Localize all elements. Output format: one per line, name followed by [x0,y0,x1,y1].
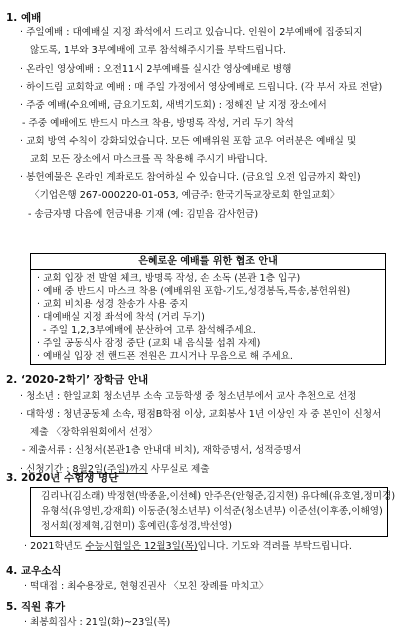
section-worship-title: 1. 예배 [6,12,42,24]
students-line-2: 유형석(유영빈,강재희) 이동준(청소년부) 이석준(청소년부) 이준선(이후종,이해영) [41,506,383,517]
worship-line-2: 않도록, 1부와 3부예배에 고루 참석해주시기를 부탁드립니다. [30,45,286,56]
cooperation-line-7: · 예배실 입장 전 핸드폰 전원은 끄시거나 무음으로 해 주세요. [37,351,293,362]
worship-line-5: · 주중 예배(수요예배, 금요기도회, 새벽기도회) : 정해진 날 지정 장소에서 [20,100,327,111]
scholarship-line-1: · 청소년 : 한일교회 청소년부 소속 고등학생 중 청소년부에서 교사 추천으로 선정 [20,391,357,402]
cooperation-line-1: · 교회 입장 전 발열 체크, 방명록 작성, 손 소독 (본관 1층 입구) [37,273,301,284]
vacation-line-1: · 최봉희집사 : 21일(화)~23일(목) [24,617,171,628]
worship-line-1: · 주일예배 : 대예배실 지정 좌석에서 드리고 있습니다. 인원이 2부예배에 집중되지 [20,27,363,38]
exam-note [24,541,352,553]
students-line-1: 김리나(김소래) 박정현(박종윤,이선혜) 안주은(안형준,김지현) 유다혜(유호열,정미경) [41,491,396,502]
section-news-title: 4. 교우소식 [6,565,62,577]
scholarship-deadline-suffix: 사무실로 제출 [147,464,210,475]
exam-note-prefix: · 2021학년도 [24,541,86,552]
scholarship-line-4: - 제출서류 : 신청서(본관1층 안내대 비치), 재학증명서, 성적증명서 [22,445,302,456]
cooperation-line-5: - 주일 1,2,3부예배에 분산하여 고루 참석해주세요. [43,325,256,336]
worship-line-6: - 주중 예배에도 반드시 마스크 착용, 방명록 작성, 거리 두기 착석 [22,118,294,129]
exam-note-suffix: 입니다. 기도와 격려를 부탁드립니다. [197,541,352,552]
cooperation-line-2: · 예배 중 반드시 마스크 착용 (예배위원 포함-기도,성경봉독,특송,봉헌위원) [37,286,351,297]
worship-line-4: · 하이드림 교회학교 예배 : 매 주일 가정에서 영상예배로 드립니다. (각 부서 자료 전달) [20,82,383,93]
exam-note-date: 수능시험일은 12월3일(목) [85,541,198,552]
section-scholarship-title: 2. ‘2020-2학기’ 장학금 안내 [6,374,149,386]
students-box [30,487,396,537]
scholarship-line-2: · 대학생 : 청년공동체 소속, 평점B학점 이상, 교회봉사 1년 이상인 자 중 본인이 신청서 [20,409,382,420]
worship-line-11: - 송금자명 다음에 헌금내용 기재 (예: 김믿음 감사헌금) [28,209,259,220]
scholarship-deadline-date: 8월2일(주일)까지 [72,464,148,475]
scholarship-deadline-prefix: · 신청기간 : [20,464,73,475]
worship-line-9: · 봉헌예물은 온라인 계좌로도 참여하실 수 있습니다. (금요일 오전 입금까지 확인) [20,172,361,183]
scholarship-line-3: 제출 〈장학위원회에서 선정〉 [30,427,158,438]
section-vacation-title: 5. 직원 휴가 [6,601,66,613]
cooperation-notice-title: 은혜로운 예배를 위한 협조 안내 [31,254,385,270]
news-line-1: · 떡대접 : 최수용장로, 현형진권사 〈모친 장례를 마치고〉 [24,581,269,592]
worship-line-8: 교회 모든 장소에서 마스크를 꼭 착용해 주시기 바랍니다. [30,154,268,165]
students-line-3: 정서희(정제혁,김현미) 홍예린(홍성경,박선영) [41,521,232,532]
cooperation-line-4: · 대예배실 지정 좌석에 착석 (거리 두기) [37,312,205,323]
worship-account-line: 〈기업은행 267-000220-01-053, 예금주: 한국기독교장로회 한일교회〉 [30,190,340,201]
section-students-title: 3. 2020년 수험생 명단 [6,472,119,484]
worship-line-3: · 온라인 영상예배 : 오전11시 2부예배를 실시간 영상예배로 병행 [20,64,292,75]
cooperation-notice-box [30,253,386,365]
cooperation-line-6: · 주일 공동식사 잠정 중단 (교회 내 음식물 섭취 자제) [37,338,261,349]
cooperation-line-3: · 교회 비치용 성경 찬송가 사용 중지 [37,299,189,310]
worship-line-7: · 교회 방역 수칙이 강화되었습니다. 모든 예배위원 포함 교우 여러분은 예배실 및 [20,136,357,147]
